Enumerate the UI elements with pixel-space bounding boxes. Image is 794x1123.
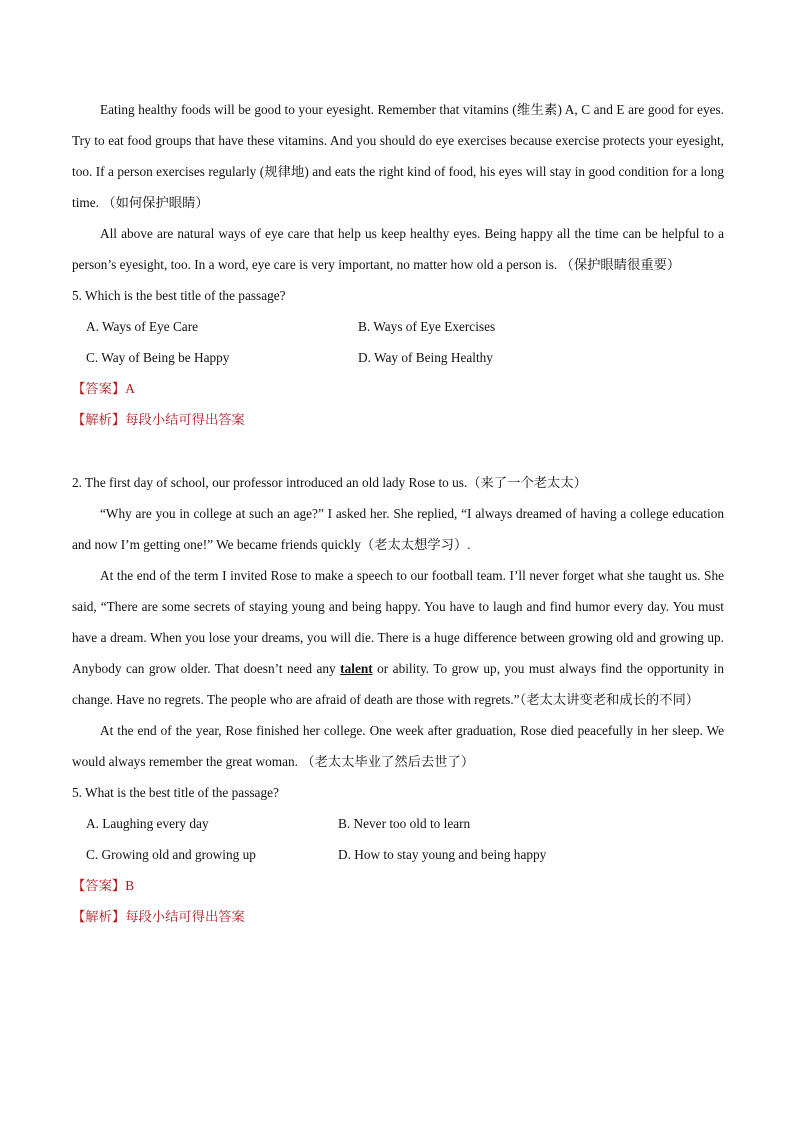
document-page bbox=[72, 94, 724, 932]
answer-value: A bbox=[125, 381, 135, 396]
passage1-question: 5. Which is the best title of the passage? bbox=[72, 288, 286, 303]
analysis-label: 【解析】 bbox=[72, 909, 126, 924]
answer-label: 【答案】 bbox=[72, 381, 126, 396]
passage1-answer bbox=[72, 373, 724, 404]
option-d: D. How to stay young and being happy bbox=[338, 847, 547, 862]
analysis-text: 每段小结可得出答案 bbox=[125, 412, 245, 427]
passage1-paragraph-2: All above are natural ways of eye care that help us keep healthy eyes. Being happy all the time can be helpful to a person’s eyesight, too. In a word, eye care is very important, no matter how old a person is. （保护眼睛很重要） bbox=[72, 226, 724, 272]
passage2-paragraph-2-end: or ability. To grow up, you must always find the opportunity in change. Have no regrets. The people who are afraid of death are those with regrets.”（老太太讲变老和成长的不同） bbox=[72, 661, 724, 707]
section-spacer bbox=[72, 435, 724, 467]
option-a: A. Laughing every day bbox=[86, 816, 209, 831]
answer-value: B bbox=[125, 878, 135, 893]
vocab-talent: talent bbox=[340, 661, 373, 676]
passage2-question: 5. What is the best title of the passage? bbox=[72, 785, 279, 800]
passage1-analysis bbox=[72, 404, 724, 435]
passage2-paragraph-2 bbox=[72, 560, 724, 715]
option-b: B. Never too old to learn bbox=[338, 816, 471, 831]
analysis-label: 【解析】 bbox=[72, 412, 126, 427]
passage2-paragraph-2-start: At the end of the term I invited Rose to make a speech to our football team. I’ll never forget what she taught us. She said, “There are some secrets of staying young and being happy. You have to laugh and find humor every day. You must have a dream. When you lose your dreams, you will die. There is a huge difference between growing old and growing up. Anybody can grow older. That doesn’t need any bbox=[72, 568, 724, 676]
option-c: C. Growing old and growing up bbox=[86, 847, 256, 862]
passage2-analysis bbox=[72, 901, 724, 932]
passage2-intro: 2. The first day of school, our professor introduced an old lady Rose to us.（来了一个老太太） bbox=[72, 475, 587, 490]
analysis-text: 每段小结可得出答案 bbox=[125, 909, 245, 924]
option-b: B. Ways of Eye Exercises bbox=[358, 319, 496, 334]
option-d: D. Way of Being Healthy bbox=[358, 350, 493, 365]
passage2-options bbox=[72, 808, 724, 870]
passage2-paragraph-3: At the end of the year, Rose finished her college. One week after graduation, Rose died peacefully in her sleep. We would always remember the great woman. （老太太毕业了然后去世了） bbox=[72, 723, 724, 769]
passage2-answer bbox=[72, 870, 724, 901]
option-a: A. Ways of Eye Care bbox=[86, 319, 199, 334]
passage2-paragraph-1: “Why are you in college at such an age?” I asked her. She replied, “I always dreamed of having a college education and now I’m getting one!” We became friends quickly（老太太想学习）. bbox=[72, 506, 724, 552]
passage1-paragraph-1: Eating healthy foods will be good to your eyesight. Remember that vitamins (维生素) A, C and E are good for eyes. Try to eat food groups that have these vitamins. And you should do eye exercises because exercise protects your eyesight, too. If a person exercises regularly (规律地) and eats the right kind of food, his eyes will stay in good condition for a long time. （如何保护眼睛） bbox=[72, 102, 724, 210]
answer-label: 【答案】 bbox=[72, 878, 126, 893]
passage1-options bbox=[72, 311, 724, 373]
option-c: C. Way of Being be Happy bbox=[86, 350, 230, 365]
